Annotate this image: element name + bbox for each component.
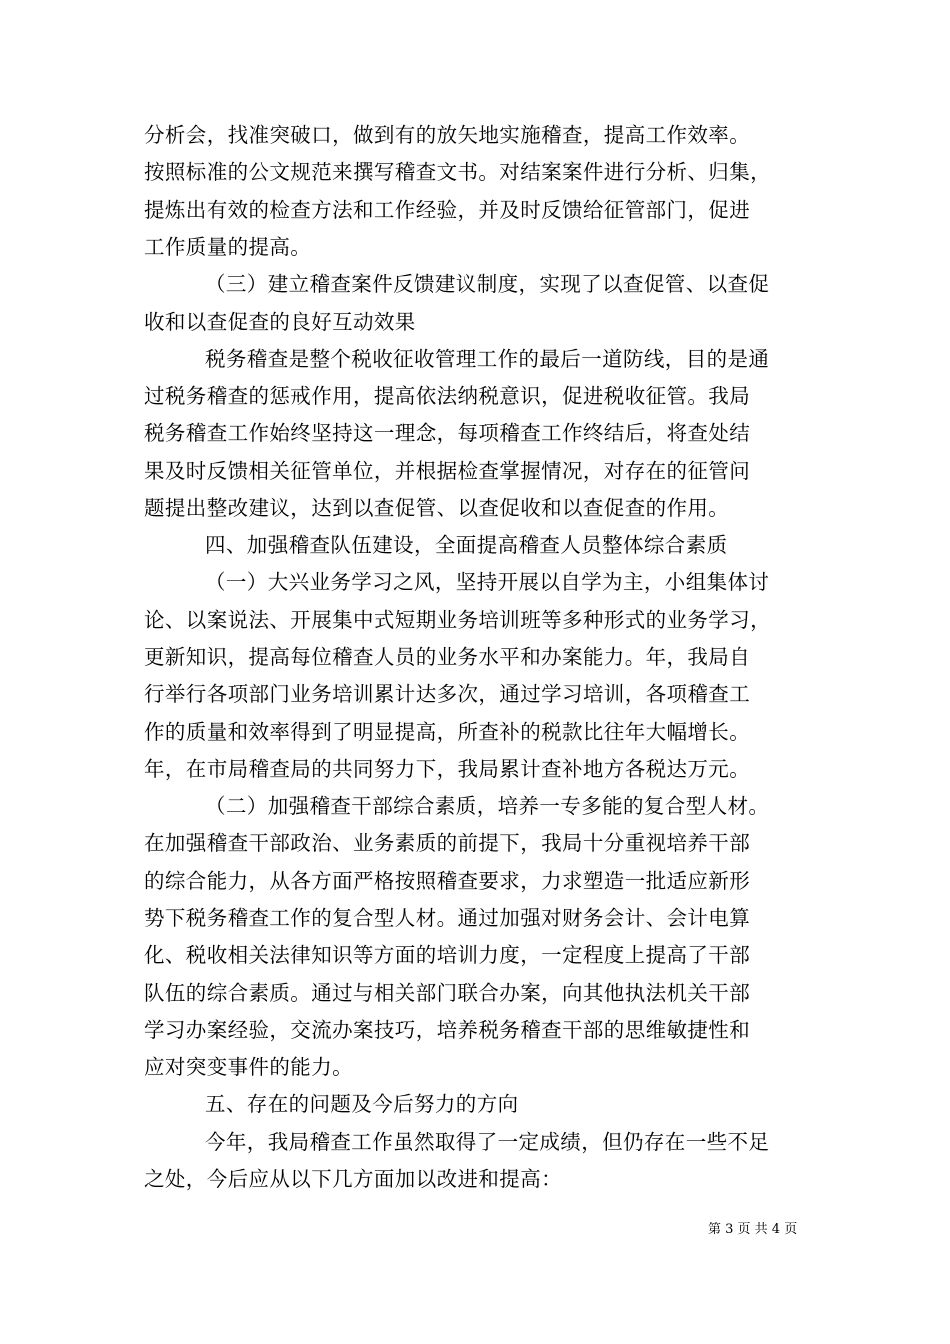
text-line: 应对突变事件的能力。 xyxy=(144,1055,353,1079)
text-line: 提炼出有效的检查方法和工作经验，并及时反馈给征管部门，促进 xyxy=(144,198,751,222)
text-line: 行举行各项部门业务培训累计达多次，通过学习培训，各项稽查工 xyxy=(144,682,751,706)
text-line: 作的质量和效率得到了明显提高，所查补的税款比往年大幅增长。 xyxy=(144,720,751,744)
text-line: 果及时反馈相关征管单位，并根据检查掌握情况，对存在的征管问 xyxy=(144,459,751,483)
text-line: 势下税务稽查工作的复合型人材。通过加强对财务会计、会计电算 xyxy=(144,906,751,930)
section-heading: （三）建立稽查案件反馈建议制度，实现了以查促管、以查促 xyxy=(205,272,770,296)
section-heading: 收和以查促查的良好互动效果 xyxy=(144,310,416,334)
text-line: 论、以案说法、开展集中式短期业务培训班等多种形式的业务学习， xyxy=(144,608,771,632)
section-heading: （二）加强稽查干部综合素质，培养一专多能的复合型人材。 xyxy=(205,794,770,818)
text-line: 题提出整改建议，达到以查促管、以查促收和以查促查的作用。 xyxy=(144,496,730,520)
text-line: 的综合能力，从各方面严格按照稽查要求，力求塑造一批适应新形 xyxy=(144,869,751,893)
text-line: 之处，今后应从以下几方面加以改进和提高： xyxy=(144,1167,562,1191)
text-line: 队伍的综合素质。通过与相关部门联合办案，向其他执法机关干部 xyxy=(144,981,751,1005)
section-heading: （一）大兴业务学习之风，坚持开展以自学为主，小组集体讨 xyxy=(205,570,770,594)
text-line: 今年，我局稽查工作虽然取得了一定成绩，但仍存在一些不足 xyxy=(205,1130,770,1154)
text-line: 化、税收相关法律知识等方面的培训力度，一定程度上提高了干部 xyxy=(144,943,751,967)
section-heading: 四、加强稽查队伍建设，全面提高稽查人员整体综合素质 xyxy=(205,533,728,557)
text-line: 在加强稽查干部政治、业务素质的前提下，我局十分重视培养干部 xyxy=(144,831,751,855)
text-line: 年，在市局稽查局的共同努力下，我局累计查补地方各税达万元。 xyxy=(144,757,751,781)
page-number-footer: 第 3 页 共 4 页 xyxy=(708,1222,798,1237)
text-line: 分析会，找准突破口，做到有的放矢地实施稽查，提高工作效率。 xyxy=(144,123,751,147)
text-line: 过税务稽查的惩戒作用，提高依法纳税意识，促进税收征管。我局 xyxy=(144,384,751,408)
text-line: 税务稽查是整个税收征收管理工作的最后一道防线，目的是通 xyxy=(205,347,770,371)
text-line: 税务稽查工作始终坚持这一理念，每项稽查工作终结后，将查处结 xyxy=(144,421,751,445)
section-heading: 五、存在的问题及今后努力的方向 xyxy=(205,1092,519,1116)
text-line: 学习办案经验，交流办案技巧，培养税务稽查干部的思维敏捷性和 xyxy=(144,1018,751,1042)
text-line: 工作质量的提高。 xyxy=(144,235,312,259)
text-line: 按照标准的公文规范来撰写稽查文书。对结案案件进行分析、归集， xyxy=(144,160,771,184)
text-line: 更新知识，提高每位稽查人员的业务水平和办案能力。年，我局自 xyxy=(144,645,751,669)
